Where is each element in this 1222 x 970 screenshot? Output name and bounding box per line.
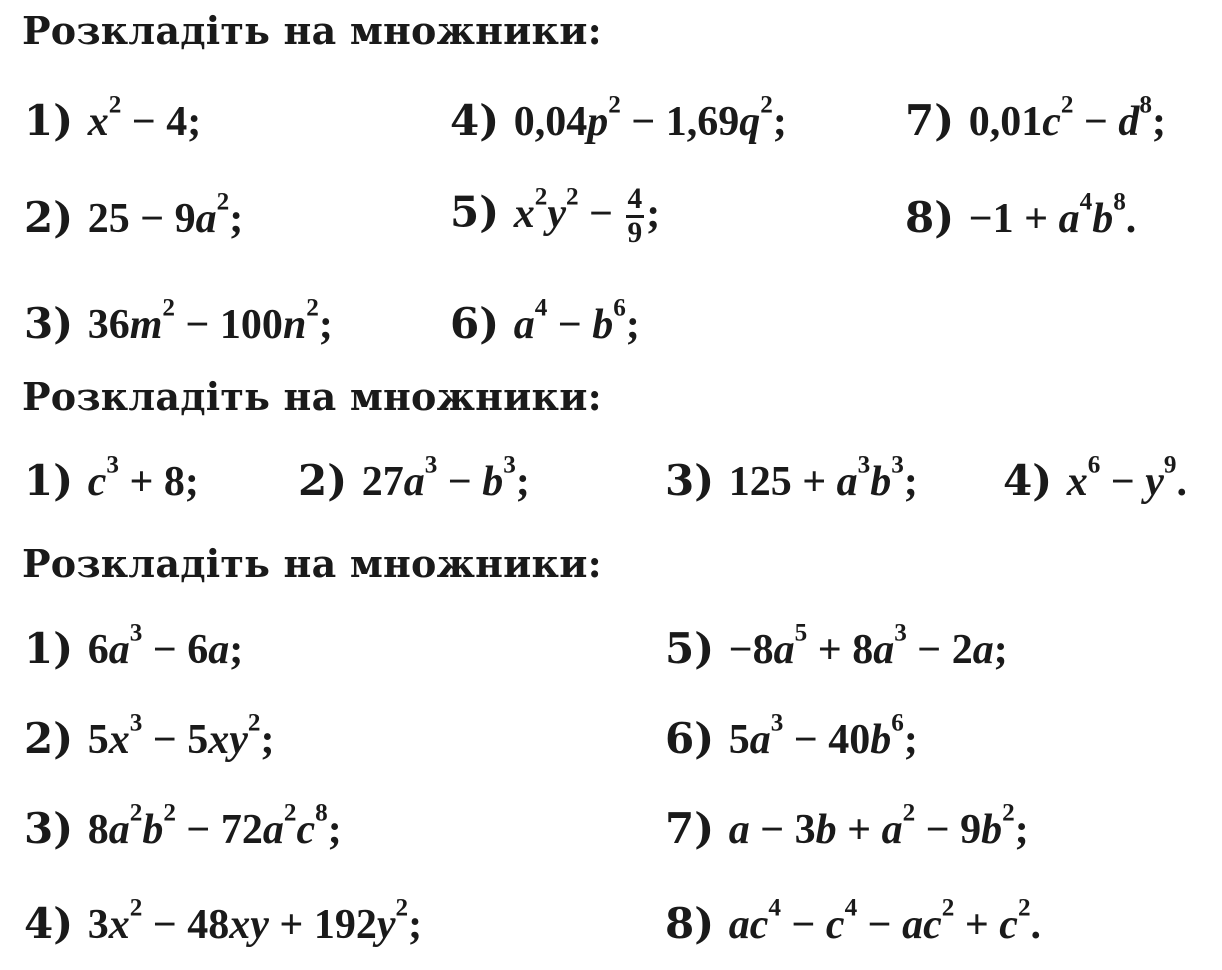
expression: $x^2 - 4$; <box>87 91 202 145</box>
exercise-3-6 <box>665 709 918 763</box>
expression: $x^2y^2$ − $\frac{4}{9}$ ; <box>513 182 661 250</box>
expression: $ac^4 - c^4 - ac^2 + c^2$. <box>728 894 1042 948</box>
item-number: 4) <box>450 96 500 145</box>
item-number: 6) <box>450 299 500 348</box>
exercise-2-2 <box>298 451 530 505</box>
expression: $5x^3 - 5xy^2$; <box>87 709 275 763</box>
section-1-heading: Розкладіть на множники: <box>22 8 602 53</box>
exercise-2-4 <box>1003 451 1188 505</box>
exercise-2-3 <box>665 451 918 505</box>
expression: $a - 3b + a^2 - 9b^2$; <box>728 799 1029 853</box>
exercise-3-7 <box>665 799 1029 853</box>
section-2-heading: Розкладіть на множники: <box>22 374 602 419</box>
exercise-3-3 <box>24 799 342 853</box>
exercise-3-2 <box>24 709 275 763</box>
item-number: 1) <box>24 456 74 505</box>
exercise-1-3 <box>24 294 333 348</box>
expression: $c^3 + 8$; <box>87 451 199 505</box>
item-number: 8) <box>665 899 715 948</box>
exercise-2-1 <box>24 451 199 505</box>
exercise-1-7 <box>905 91 1167 145</box>
expression: $3x^2 - 48xy + 192y^2$; <box>87 894 423 948</box>
expression: $36m^2 - 100n^2$; <box>87 294 333 348</box>
exercise-3-1 <box>24 619 244 673</box>
expression: $27a^3 - b^3$; <box>361 451 530 505</box>
item-number: 2) <box>24 193 74 242</box>
expression: $6a^3 - 6a$; <box>87 619 244 673</box>
exercise-3-5 <box>665 619 1008 673</box>
item-number: 1) <box>24 96 74 145</box>
expression: $x^6 - y^9$. <box>1066 451 1188 505</box>
exercise-1-1 <box>24 91 202 145</box>
item-number: 7) <box>665 804 715 853</box>
fraction: $\frac{4}{9}$ <box>627 183 643 250</box>
expression: $5a^3 - 40b^6$; <box>728 709 918 763</box>
expression: $25 - 9a^2$; <box>87 188 244 242</box>
expression: $a^4 - b^6$; <box>513 294 640 348</box>
exercise-1-4 <box>450 91 787 145</box>
section-3-heading: Розкладіть на множники: <box>22 541 602 586</box>
exercise-3-4 <box>24 894 423 948</box>
exercise-3-8 <box>665 894 1042 948</box>
item-number: 5) <box>450 187 500 237</box>
expression: $0,04p^2 - 1,69q^2$; <box>513 91 787 145</box>
expression: $0,01c^2 - d^8$; <box>968 91 1167 145</box>
expression: $-8a^5 + 8a^3 - 2a$; <box>728 619 1008 673</box>
item-number: 8) <box>905 193 955 242</box>
exercise-1-8 <box>905 188 1137 242</box>
item-number: 4) <box>24 899 74 948</box>
item-number: 2) <box>298 456 348 505</box>
item-number: 4) <box>1003 456 1053 505</box>
item-number: 3) <box>24 804 74 853</box>
exercise-1-5 <box>450 182 661 250</box>
item-number: 2) <box>24 714 74 763</box>
exercise-1-2 <box>24 188 244 242</box>
exercise-1-6 <box>450 294 640 348</box>
expression: $8a^2b^2 - 72a^2c^8$; <box>87 799 342 853</box>
expression: $125 + a^3b^3$; <box>728 451 918 505</box>
expression: $-1 + a^4b^8$. <box>968 188 1137 242</box>
item-number: 6) <box>665 714 715 763</box>
item-number: 1) <box>24 624 74 673</box>
item-number: 3) <box>665 456 715 505</box>
item-number: 7) <box>905 96 955 145</box>
item-number: 5) <box>665 624 715 673</box>
item-number: 3) <box>24 299 74 348</box>
